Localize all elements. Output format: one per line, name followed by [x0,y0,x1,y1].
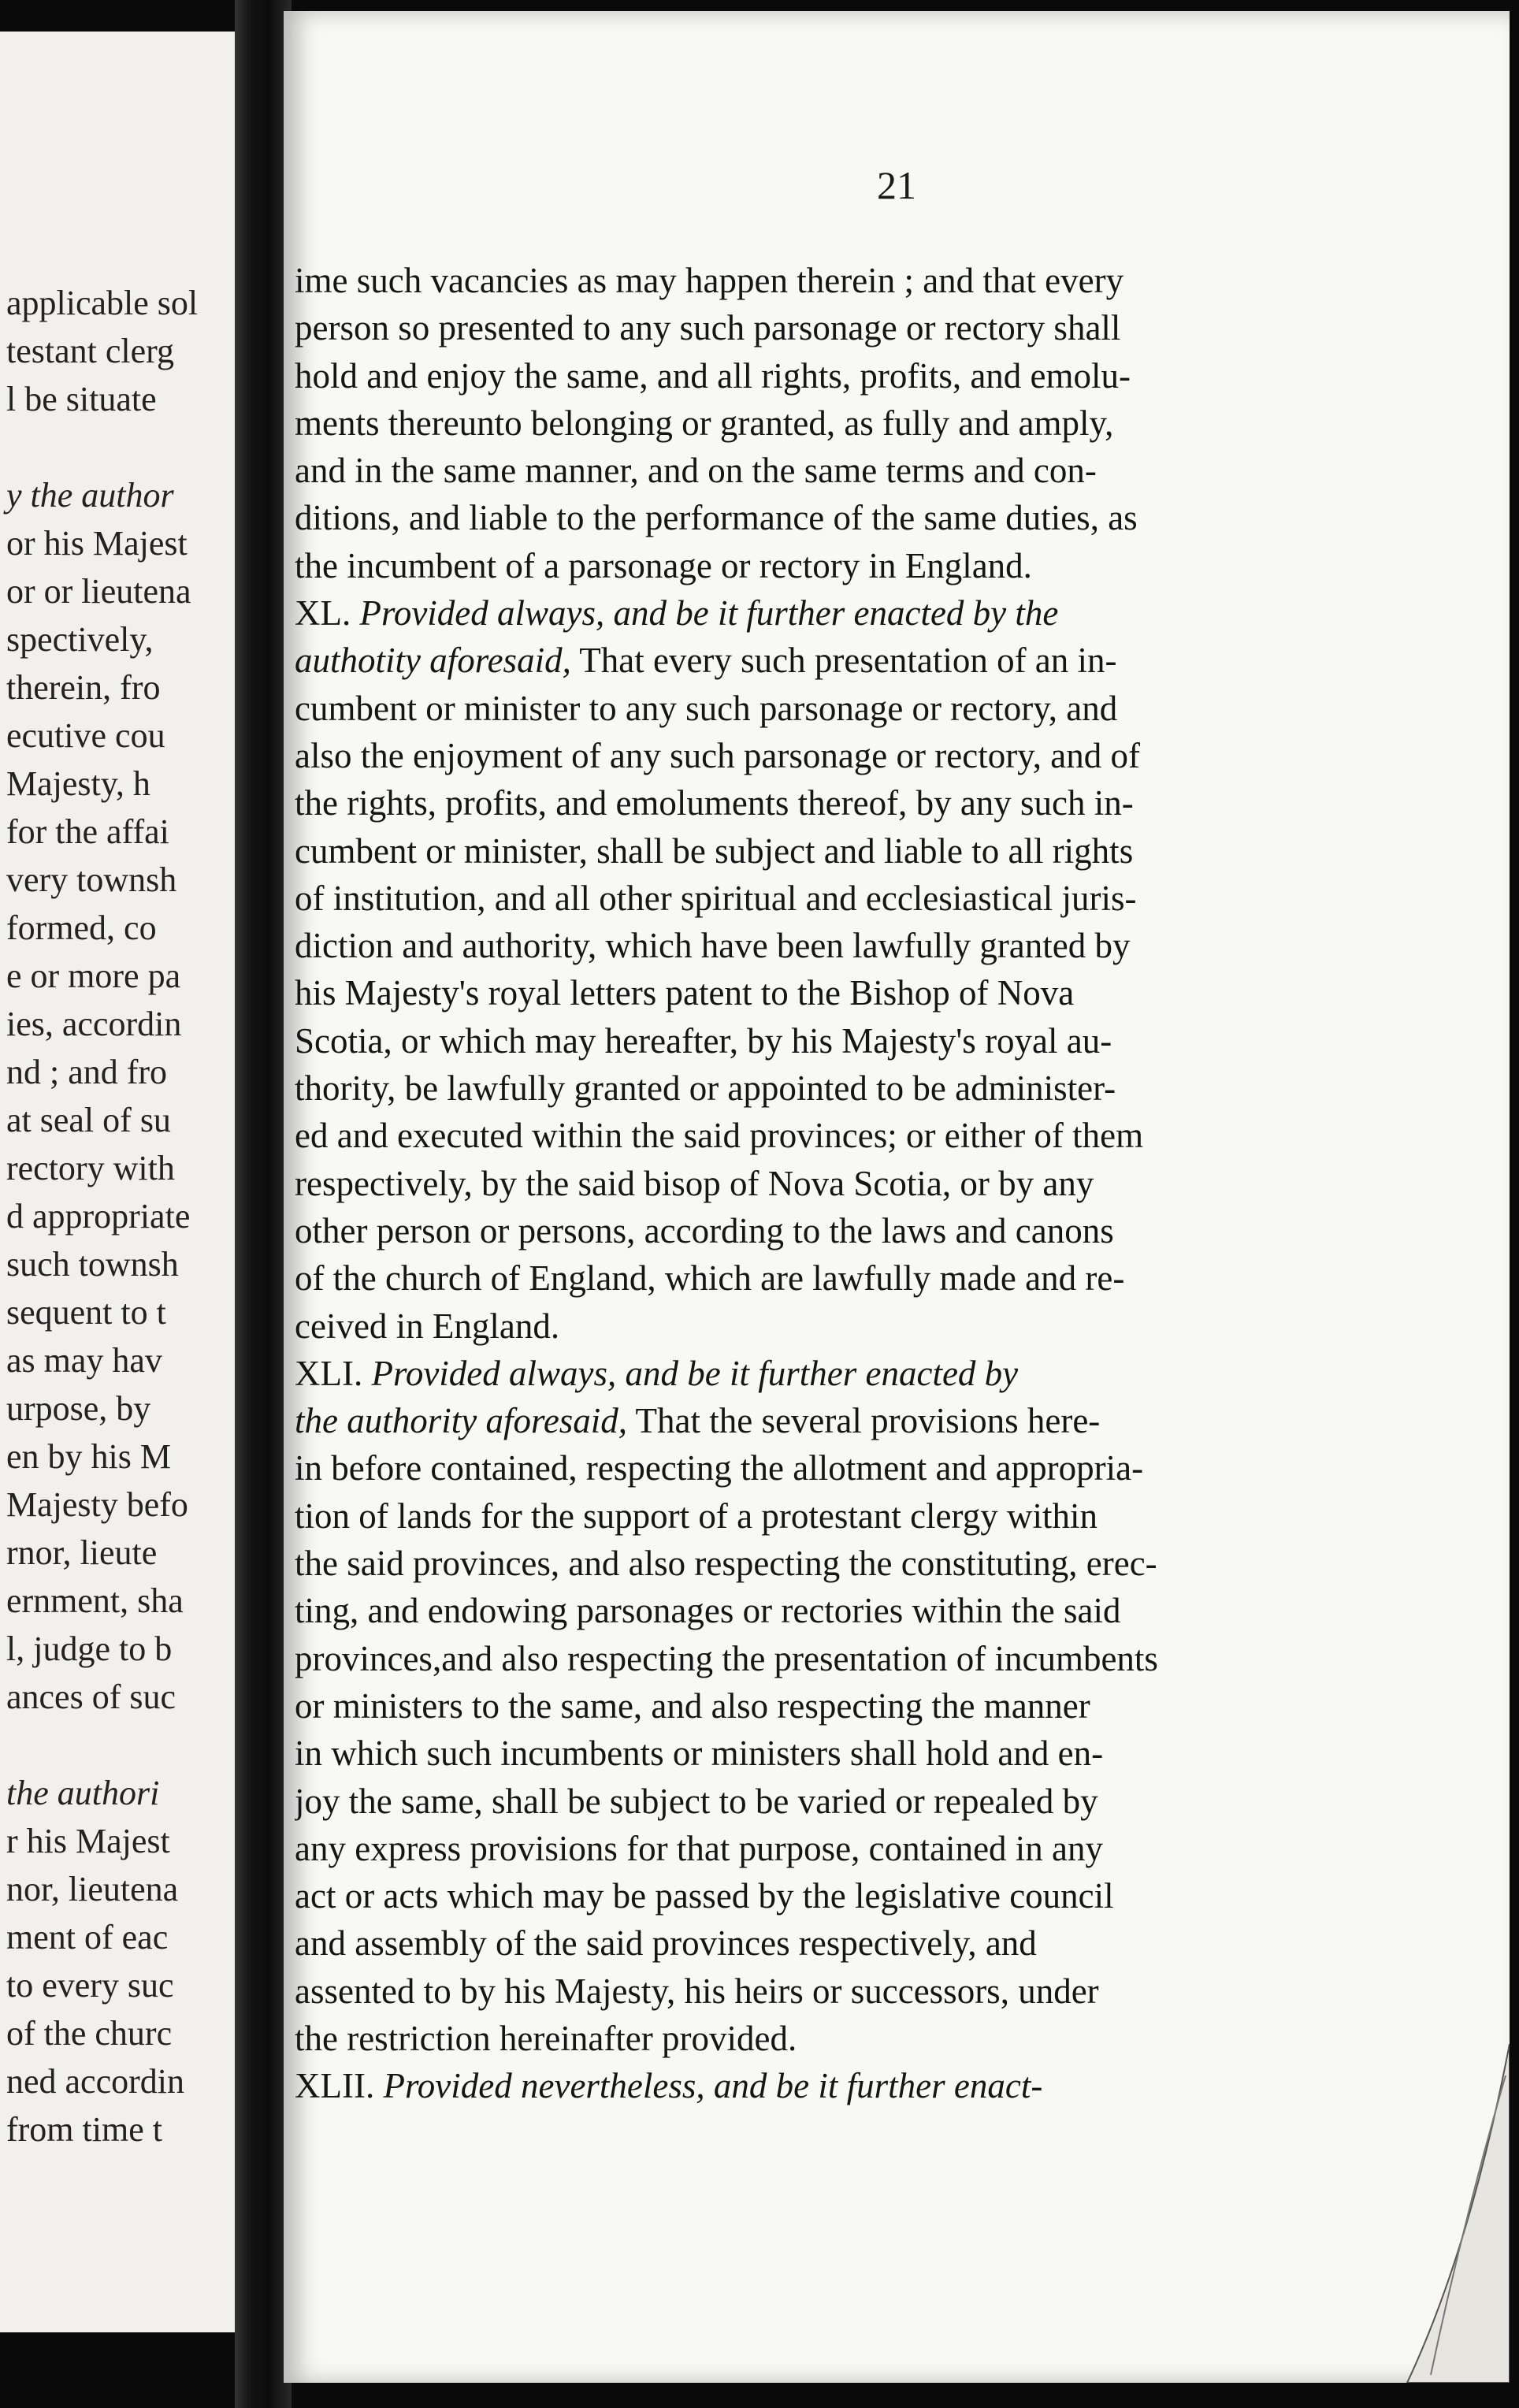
previous-page-line: ernment, sha [6,1581,184,1620]
text-run: XLI. [295,1353,372,1393]
text-line [295,875,1350,922]
previous-page-line: therein, fro [6,668,161,707]
text-line [295,1302,1350,1350]
text-run: the incumbent of a parsonage or rectory in England. [295,545,1032,585]
previous-page-line: d appropriate [6,1197,191,1236]
text-line [295,589,1350,637]
text-line [295,1587,1350,1634]
text-line [295,1207,1350,1254]
text-line [295,304,1350,351]
previous-page-line: y the author [6,476,174,515]
previous-page-line: e or more pa [6,957,181,995]
text-run: thority, be lawfully granted or appointed to be administer- [295,1068,1116,1109]
text-line [295,447,1350,494]
text-line [295,1254,1350,1302]
text-line [295,685,1350,732]
text-line [295,1919,1350,1967]
previous-page-line: formed, co [6,909,157,947]
text-line [295,827,1350,875]
text-line [295,1682,1350,1730]
text-run: joy the same, shall be subject to be varied or repealed by [295,1781,1098,1821]
previous-page-line: at seal of su [6,1101,171,1139]
previous-page-line: applicable sol [6,284,199,322]
text-line [295,1540,1350,1587]
text-run: XLII. [295,2066,384,2106]
text-run: also the enjoyment of any such parsonage or rectory, and of [295,735,1140,775]
previous-page-line: such townsh [6,1245,179,1284]
text-line [295,352,1350,399]
text-run: in which such incumbents or ministers shall hold and en- [295,1734,1104,1774]
text-run: any express provisions for that purpose, contained in any [295,1828,1104,1868]
text-run: ime such vacancies as may happen therein ; and that every [295,261,1124,300]
text-line [295,637,1350,684]
text-run: other person or persons, according to the laws and canons [295,1210,1114,1250]
text-run: ting, and endowing parsonages or rectories within the said [295,1591,1121,1631]
italic-run: authotity aforesaid, [295,641,571,681]
previous-page-line: rnor, lieute [6,1533,158,1572]
previous-page-line: or or lieutena [6,572,191,611]
previous-page-line: ned accordin [6,2062,184,2101]
previous-page-line: or his Majest [6,524,188,563]
italic-run: Provided always, and be it further enacted by [371,1353,1019,1393]
page-number: 21 [877,163,916,207]
previous-page-line: ecutive cou [6,716,165,755]
text-line [295,1968,1350,2015]
text-run: cumbent or minister, shall be subject and liable to all rights [295,831,1134,871]
text-run: and assembly of the said provinces respectively, and [295,1923,1037,1964]
text-run: the said provinces, and also respecting the constituting, erec- [295,1544,1157,1584]
previous-page-line: l be situate [6,380,157,418]
text-run: hold and enjoy the same, and all rights, profits, and emolu- [295,355,1131,396]
previous-page-fragment [0,32,236,2332]
text-line [295,542,1350,589]
text-run: tion of lands for the support of a protestant clergy within [295,1496,1097,1536]
text-line [295,257,1350,304]
text-run: That every such presentation of an in- [570,641,1117,681]
previous-page-line: of the churc [6,2014,173,2053]
text-run: Scotia, or which may hereafter, by his Majesty's royal au- [295,1020,1112,1061]
previous-page-line: ances of suc [6,1678,176,1716]
previous-page-line: Majesty befo [6,1485,188,1524]
italic-run: Provided always, and be it further enacted by the [359,593,1059,634]
previous-page-line: urpose, by [6,1389,151,1428]
text-run: act or acts which may be passed by the legislative council [295,1876,1114,1916]
previous-page-line: as may hav [6,1341,162,1380]
text-line [295,1160,1350,1207]
text-line [295,1492,1350,1540]
text-run: ceived in England. [295,1306,560,1346]
italic-run: the authority aforesaid, [295,1401,628,1441]
text-run: cumbent or minister to any such parsonage or rectory, and [295,688,1118,728]
text-line [295,1397,1350,1444]
previous-page-line: en by his M [6,1437,171,1476]
text-run: respectively, by the said bisop of Nova Scotia, or by any [295,1163,1094,1203]
previous-page-line: sequent to t [6,1293,166,1332]
text-run: assented to by his Majesty, his heirs or successors, under [295,1971,1099,2011]
text-line [295,1730,1350,1777]
text-run: of institution, and all other spiritual and ecclesiastical juris- [295,878,1137,918]
text-line [295,1444,1350,1492]
text-run: diction and authority, which have been lawfully granted by [295,926,1131,966]
text-run: the restriction hereinafter provided. [295,2018,797,2058]
text-line [295,494,1350,541]
previous-page-line: to every suc [6,1966,174,2005]
previous-page-line: rectory with [6,1149,175,1187]
text-run: ditions, and liable to the performance of the same duties, as [295,498,1138,538]
text-line [295,969,1350,1016]
text-run: XL. [295,593,360,634]
previous-page-line: nd ; and fro [6,1053,168,1091]
previous-page-line: very townsh [6,860,177,899]
text-run: provinces,and also respecting the presentation of incumbents [295,1638,1158,1678]
previous-page-line: Majesty, h [6,764,150,803]
text-line [295,2015,1350,2062]
text-run: the rights, profits, and emoluments thereof, by any such in- [295,783,1134,823]
text-line [295,2062,1350,2109]
text-line [295,1065,1350,1112]
previous-page-line: for the affai [6,812,169,851]
text-line [295,922,1350,969]
body-text [295,257,1350,2110]
text-line [295,1635,1350,1682]
page [284,11,1510,2383]
text-run: ments thereunto belonging or granted, as fully and amply, [295,403,1114,443]
text-line [295,1112,1350,1159]
text-line [295,1778,1350,1825]
text-line [295,1825,1350,1872]
text-line [295,1017,1350,1065]
previous-page-line: l, judge to b [6,1629,173,1668]
italic-run: Provided nevertheless, and be it further enact- [383,2066,1043,2106]
text-line [295,779,1350,827]
text-line [295,732,1350,779]
text-run: or ministers to the same, and also respecting the manner [295,1685,1090,1726]
previous-page-line: nor, lieutena [6,1870,179,1908]
previous-page-line: r his Majest [6,1822,170,1860]
page-corner-curl [1376,2044,1510,2383]
text-run: of the church of England, which are lawfully made and re- [295,1258,1125,1299]
text-run: ed and executed within the said provinces; or either of them [295,1116,1144,1156]
text-run: and in the same manner, and on the same terms and con- [295,451,1097,491]
previous-page-line: testant clerg [6,332,174,370]
text-line [295,399,1350,447]
text-line [295,1872,1350,1919]
text-run: in before contained, respecting the allotment and appropria- [295,1448,1144,1488]
previous-page-line: ment of eac [6,1918,169,1956]
text-run: his Majesty's royal letters patent to the Bishop of Nova [295,973,1075,1013]
previous-page-line: ies, accordin [6,1005,182,1043]
previous-page-line: spectively, [6,620,154,659]
text-run: person so presented to any such parsonage or rectory shall [295,308,1121,348]
previous-page-line: from time t [6,2110,162,2149]
text-line [295,1350,1350,1397]
previous-page-line: the authori [6,1774,160,1812]
text-run: That the several provisions here- [627,1401,1101,1441]
